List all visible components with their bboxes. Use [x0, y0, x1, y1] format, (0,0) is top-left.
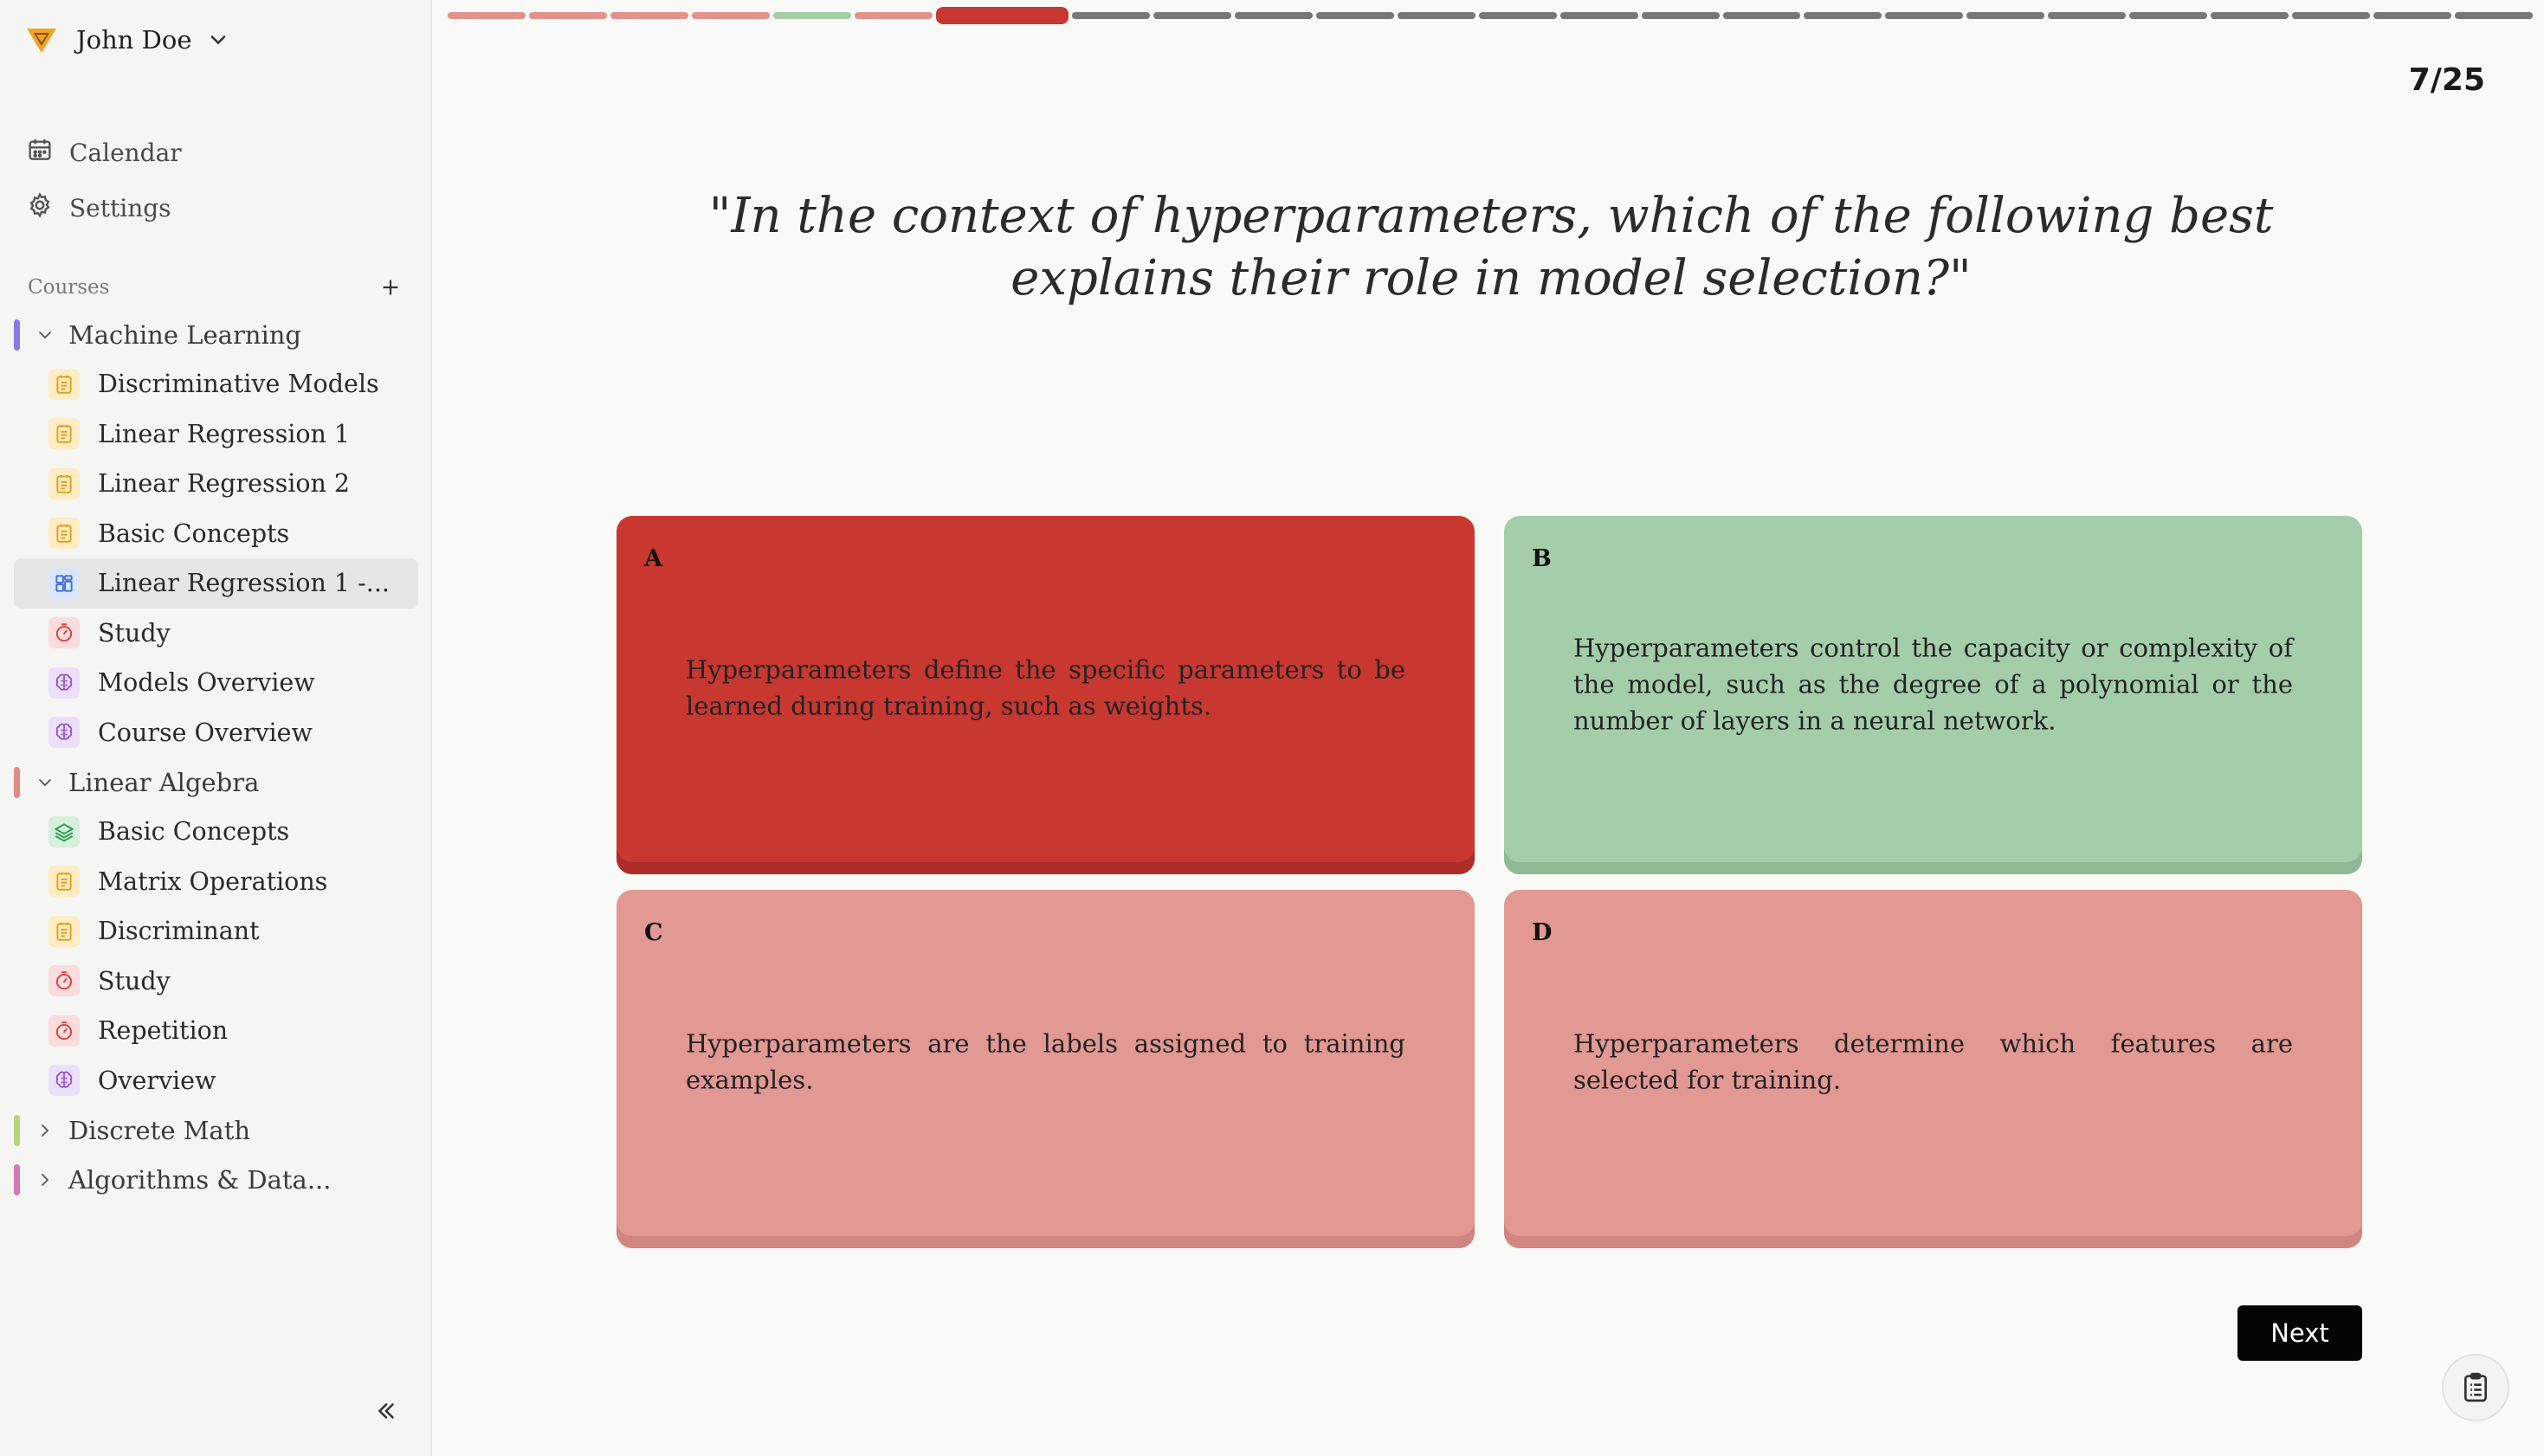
- progress-segment: [1885, 12, 1963, 19]
- progress-segment: [773, 12, 851, 19]
- progress-segment: [1966, 12, 2044, 19]
- course-item[interactable]: [14, 509, 418, 559]
- courses-heading: Courses: [28, 276, 110, 299]
- nav-calendar[interactable]: [26, 125, 182, 180]
- course-title: Discrete Math: [68, 1115, 251, 1145]
- chevron-down-icon[interactable]: [33, 323, 57, 347]
- course-item[interactable]: [14, 609, 418, 659]
- course-item-label: Models Overview: [98, 668, 315, 698]
- nav-calendar-label: Calendar: [69, 138, 182, 167]
- course-title: Linear Algebra: [68, 767, 260, 797]
- answer-text: Hyperparameters control the capacity or complexity of the model, such as the degree of a polynomial or the number of layers in a neural network.: [1573, 633, 2293, 736]
- course-item[interactable]: [14, 1056, 418, 1106]
- answer-text: Hyperparameters determine which features are selected for training.: [1573, 1028, 2293, 1095]
- course-3[interactable]: [0, 1155, 432, 1204]
- answer-grid: [617, 516, 2362, 1248]
- course-item[interactable]: [14, 708, 418, 758]
- progress-segment: [1642, 12, 1720, 19]
- progress-segment: [610, 12, 688, 19]
- app-logo-icon: [21, 19, 62, 61]
- question-text: "In the context of hyperparameters, which of the following best explains their role in model selection?": [708, 188, 2274, 306]
- clipboard-icon: [2458, 1370, 2493, 1405]
- note-icon: [48, 418, 80, 449]
- course-item-label: Repetition: [98, 1016, 229, 1046]
- course-color-bar: [14, 767, 20, 798]
- question-counter: 7/25: [2408, 62, 2485, 98]
- progress-segment: [2211, 12, 2289, 19]
- course-item-label: Linear Regression 1: [98, 419, 351, 448]
- course-item-label: Matrix Operations: [98, 867, 328, 896]
- progress-segment: [2048, 12, 2126, 19]
- course-item-label: Basic Concepts: [98, 817, 290, 847]
- grid-icon: [48, 568, 80, 599]
- progress-segment: [2373, 12, 2451, 19]
- note-icon: [48, 916, 80, 947]
- chevron-down-icon[interactable]: [33, 770, 57, 795]
- course-item-label: Overview: [98, 1066, 216, 1095]
- course-0[interactable]: [0, 310, 432, 359]
- course-item-label: Linear Regression 1 -...: [98, 569, 390, 598]
- answer-option-b[interactable]: [1504, 516, 2362, 874]
- answer-letter: C: [644, 919, 663, 946]
- note-icon: [48, 468, 80, 499]
- layers-icon: [48, 816, 80, 847]
- progress-segment: [2292, 12, 2370, 19]
- progress-segment: [2129, 12, 2207, 19]
- course-item[interactable]: [14, 359, 418, 409]
- sidebar: [0, 0, 432, 1456]
- answer-letter: A: [644, 545, 662, 572]
- progress-segment: [855, 12, 933, 19]
- progress-segment: [2455, 12, 2533, 19]
- course-tree: [0, 310, 432, 1204]
- course-title: Algorithms & Data...: [68, 1164, 332, 1195]
- course-item[interactable]: [14, 807, 418, 857]
- course-item-label: Course Overview: [98, 718, 313, 747]
- brain-icon: [48, 717, 80, 748]
- course-item[interactable]: [14, 459, 418, 509]
- course-color-bar: [14, 1164, 20, 1195]
- calendar-icon: [26, 136, 54, 170]
- course-item-label: Study: [98, 966, 171, 995]
- note-icon: [48, 518, 80, 549]
- nav-settings-label: Settings: [69, 193, 171, 222]
- chevron-right-icon[interactable]: [33, 1118, 57, 1143]
- course-item[interactable]: [14, 857, 418, 907]
- course-item-label: Study: [98, 618, 171, 647]
- quiz-progress-bar: [448, 10, 2533, 21]
- note-icon: [48, 369, 80, 400]
- course-1[interactable]: [0, 757, 432, 807]
- course-item[interactable]: [14, 957, 418, 1007]
- progress-segment: [1072, 12, 1150, 19]
- double-chevron-left-icon: [373, 1398, 399, 1424]
- brain-icon: [48, 667, 80, 699]
- course-item[interactable]: [14, 558, 418, 609]
- answer-letter: B: [1532, 545, 1552, 572]
- timer-icon: [48, 1015, 80, 1047]
- gear-icon: [26, 191, 54, 225]
- add-course-button[interactable]: [376, 273, 405, 302]
- chevron-down-icon: [206, 28, 230, 52]
- notes-button[interactable]: [2442, 1354, 2509, 1421]
- answer-text: Hyperparameters define the specific parameters to be learned during training, such as weights.: [686, 654, 1405, 721]
- progress-segment: [1560, 12, 1638, 19]
- progress-segment: [1479, 12, 1557, 19]
- course-item[interactable]: [14, 1006, 418, 1056]
- answer-text: Hyperparameters are the labels assigned to training examples.: [686, 1028, 1405, 1095]
- progress-segment: [1804, 12, 1882, 19]
- course-item-label: Linear Regression 2: [98, 469, 351, 499]
- progress-segment: [1723, 12, 1801, 19]
- course-color-bar: [14, 1115, 20, 1146]
- timer-icon: [48, 965, 80, 996]
- course-2[interactable]: [0, 1105, 432, 1155]
- progress-segment: [1398, 12, 1475, 19]
- nav-settings[interactable]: [26, 180, 182, 235]
- progress-segment: [448, 12, 526, 19]
- course-item-label: Discriminative Models: [98, 370, 379, 399]
- answer-option-a[interactable]: [617, 516, 1475, 874]
- progress-segment: [692, 12, 770, 19]
- course-title: Machine Learning: [68, 319, 302, 350]
- course-item-label: Basic Concepts: [98, 519, 290, 548]
- progress-segment: [1153, 12, 1231, 19]
- progress-segment: [1235, 12, 1313, 19]
- answer-option-c[interactable]: [617, 890, 1475, 1248]
- course-color-bar: [14, 319, 20, 351]
- user-name: John Doe: [76, 25, 192, 55]
- timer-icon: [48, 617, 80, 648]
- collapse-sidebar-button[interactable]: [371, 1395, 402, 1427]
- course-item-label: Discriminant: [98, 917, 260, 946]
- brain-icon: [48, 1065, 80, 1096]
- user-menu[interactable]: [21, 19, 230, 61]
- next-button[interactable]: Next: [2237, 1305, 2362, 1361]
- answer-option-d[interactable]: [1504, 890, 2362, 1248]
- note-icon: [48, 866, 80, 897]
- course-item[interactable]: [14, 409, 418, 460]
- progress-segment: [529, 12, 607, 19]
- course-item[interactable]: [14, 906, 418, 957]
- progress-segment: [1316, 12, 1394, 19]
- chevron-right-icon[interactable]: [33, 1168, 57, 1192]
- progress-segment: [936, 7, 1069, 24]
- course-item[interactable]: [14, 658, 418, 708]
- answer-letter: D: [1532, 919, 1553, 946]
- plus-icon: [379, 276, 402, 299]
